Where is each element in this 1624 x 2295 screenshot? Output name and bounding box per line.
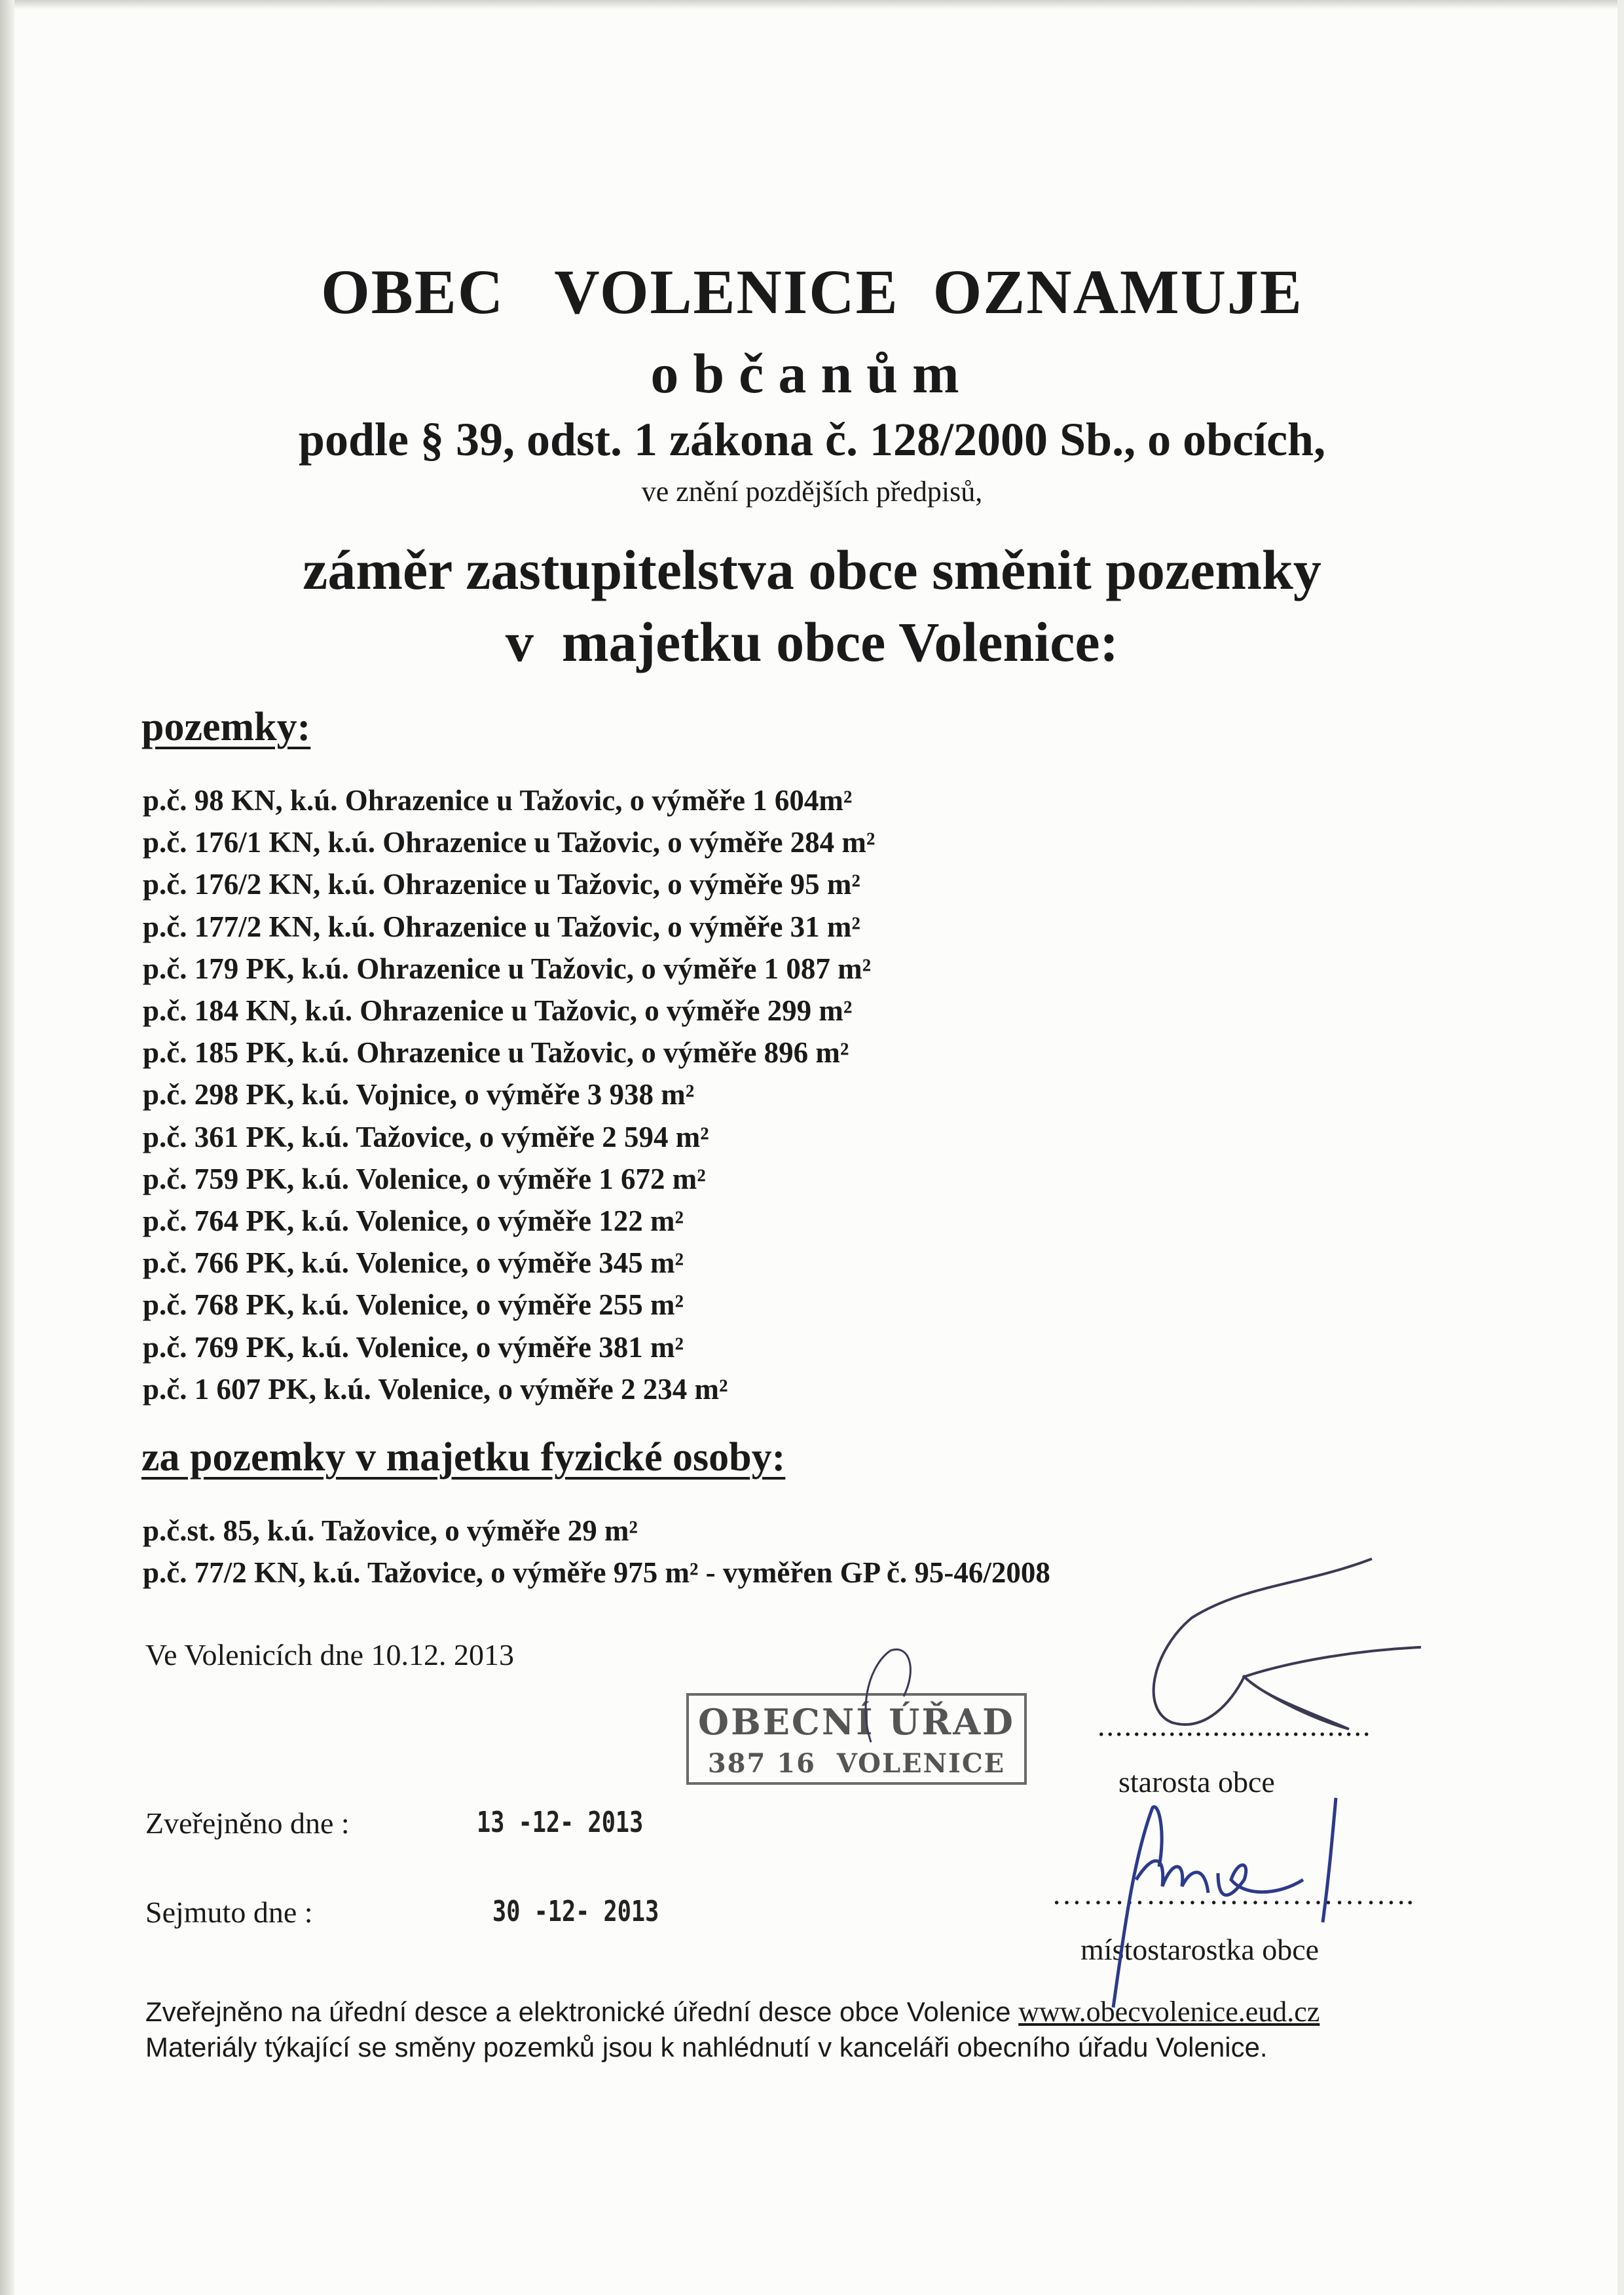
parcel-item: p.č. 177/2 KN, k.ú. Ohrazenice u Tažovic, o výměře 31 m² [143,910,860,943]
parcel-item: p.č. 764 PK, k.ú. Volenice, o výměře 122 m² [143,1204,684,1238]
municipal-parcels-list [143,779,875,1410]
removed-date-stamp: 30 -12- 2013 [492,1895,659,1928]
mayor-signature-stroke [1154,1559,1421,1729]
parcel-item: p.č. 176/1 KN, k.ú. Ohrazenice u Tažovic, o výměře 284 m² [143,826,876,859]
parcel-item: p.č. 361 PK, k.ú. Tažovice, o výměře 2 594 m² [143,1120,709,1153]
parcel-item: p.č. 98 KN, k.ú. Ohrazenice u Tažovic, o výměře 1 604m² [143,784,853,817]
parcel-item: p.č. 77/2 KN, k.ú. Tažovice, o výměře 975 m² - vyměřen GP č. 95-46/2008 [143,1556,1050,1590]
municipal-parcels-heading: pozemky: [141,705,311,749]
footer-publication-text: Zveřejněno na úřední desce a elektronické úřední desce obce Volenice [145,1996,1019,2027]
private-parcels-heading: za pozemky v majetku fyzické osoby: [141,1435,786,1480]
intent-line-2: v majetku obce Volenice: [505,610,1119,673]
footer-materials-note: Materiály týkající se směny pozemků jsou k nahlédnutí v kanceláři obecního úřadu Volenice. [145,2032,1268,2062]
footer-website-link[interactable]: www.obecvolenice.eud.cz [1018,1996,1320,2028]
parcel-item: p.č. 759 PK, k.ú. Volenice, o výměře 1 672 m² [143,1162,706,1195]
parcel-item: p.č. 768 PK, k.ú. Volenice, o výměře 255 m² [143,1288,684,1322]
mayor-signature-line: ............................... [1098,1709,1372,1742]
parcel-item: p.č. 298 PK, k.ú. Vojnice, o výměře 3 938 m² [143,1078,695,1111]
parcel-item: p.č. 185 PK, k.ú. Ohrazenice u Tažovic, o výměře 896 m² [143,1036,849,1070]
law-reference: podle § 39, odst. 1 zákona č. 128/2000 Sb., o obcích, [298,413,1326,466]
parcel-item: p.č. 176/2 KN, k.ú. Ohrazenice u Tažovic, o výměře 95 m² [143,868,860,901]
office-stamp [686,1693,1027,1785]
parcel-item: p.č.st. 85, k.ú. Tažovice, o výměře 29 m² [143,1514,638,1547]
intent-line-1: záměr zastupitelstva obce směnit pozemky [303,538,1321,601]
deputy-mayor-role-label: místostarostka obce [1080,1933,1320,1966]
parcel-item: p.č. 179 PK, k.ú. Ohrazenice u Tažovic, o výměře 1 087 m² [143,952,872,985]
stamp-postcode-town: 387 16 VOLENICE [707,1748,1006,1779]
scan-edge-top [0,0,1624,9]
footer-publication-note [145,1995,1320,2028]
parcel-item: p.č. 769 PK, k.ú. Volenice, o výměře 381 m² [143,1330,684,1364]
parcel-item: p.č. 1 607 PK, k.ú. Volenice, o výměře 2 234 m² [143,1372,728,1406]
notice-subtitle: občanům [650,342,974,405]
published-label: Zveřejněno dne : [145,1806,350,1840]
deputy-mayor-signature-line: …………………………….. [1052,1877,1415,1911]
published-date-stamp: 13 -12- 2013 [477,1806,644,1839]
notice-title: OBEC VOLENICE OZNAMUJE [321,257,1303,327]
parcel-item: p.č. 184 KN, k.ú. Ohrazenice u Tažovic, o výměře 299 m² [143,994,853,1028]
stamp-office-name: OBECNÍ ÚŘAD [698,1701,1015,1743]
private-parcels-list [143,1510,1050,1594]
mayor-role-label: starosta obce [1118,1765,1275,1799]
parcel-item: p.č. 766 PK, k.ú. Volenice, o výměře 345 m² [143,1246,684,1280]
removed-label: Sejmuto dne : [145,1895,313,1929]
place-and-date: Ve Volenicích dne 10.12. 2013 [145,1638,515,1671]
amendment-note: ve znění pozdějších předpisů, [641,476,983,508]
